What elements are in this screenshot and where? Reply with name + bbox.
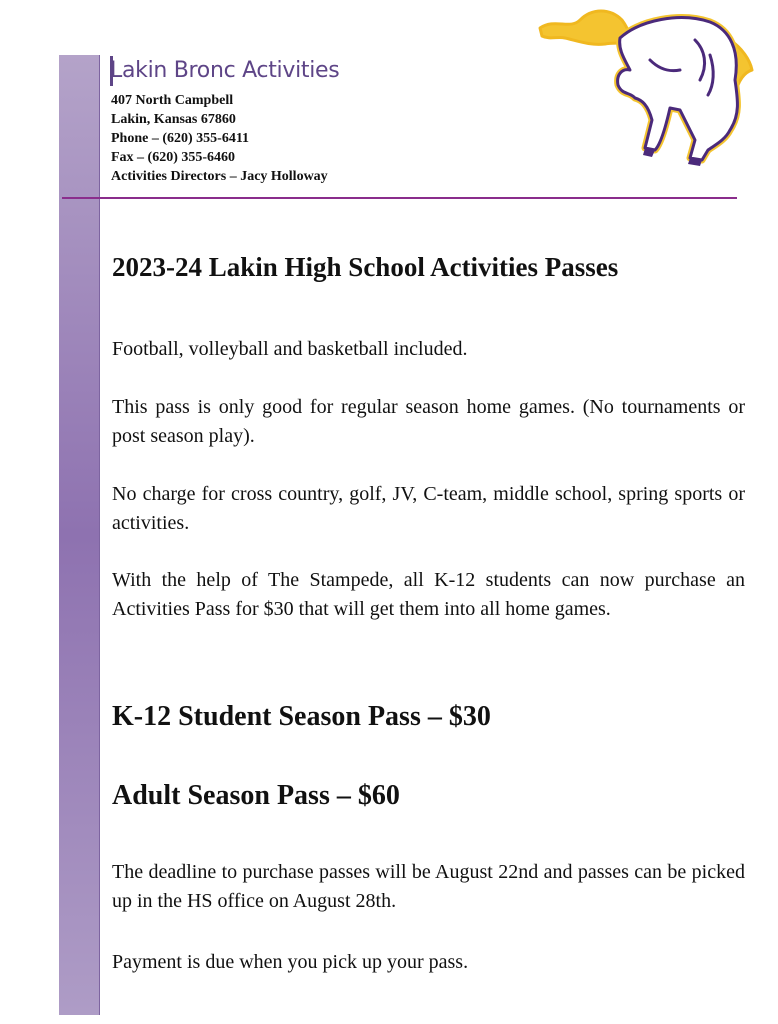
letterhead-address — [111, 91, 328, 186]
paragraph-deadline: The deadline to purchase passes will be August 22nd and passes can be picked up in the HS office on August 28th. — [112, 861, 745, 912]
adult-pass-price: Adult Season Pass – $60 — [112, 780, 400, 811]
sidebar-accent-bar — [59, 55, 100, 1015]
phone-line: Phone – (620) 355-6411 — [111, 131, 250, 146]
letterhead-title: Lakin Bronc Activities — [110, 58, 340, 83]
bronco-logo-icon — [530, 0, 770, 175]
header-divider — [62, 197, 737, 199]
address-line: Lakin, Kansas 67860 — [111, 112, 236, 127]
paragraph-no-charge: No charge for cross country, golf, JV, C-team, middle school, spring sports or activities. — [112, 483, 745, 534]
paragraph-payment: Payment is due when you pick up your pass. — [112, 951, 469, 973]
address-line: 407 North Campbell — [111, 93, 234, 108]
paragraph-home-games-only: This pass is only good for regular season home games. (No tournaments or post season play). — [112, 396, 745, 447]
paragraph-stampede: With the help of The Stampede, all K-12 students can now purchase an Activities Pass for $30 that will get them into all home games. — [112, 569, 745, 620]
director-line: Activities Directors – Jacy Holloway — [111, 169, 328, 184]
document-heading: 2023-24 Lakin High School Activities Passes — [112, 252, 619, 282]
paragraph-sports-included: Football, volleyball and basketball included. — [112, 338, 468, 360]
fax-line: Fax – (620) 355-6460 — [111, 150, 236, 165]
student-pass-price: K-12 Student Season Pass – $30 — [112, 701, 491, 732]
